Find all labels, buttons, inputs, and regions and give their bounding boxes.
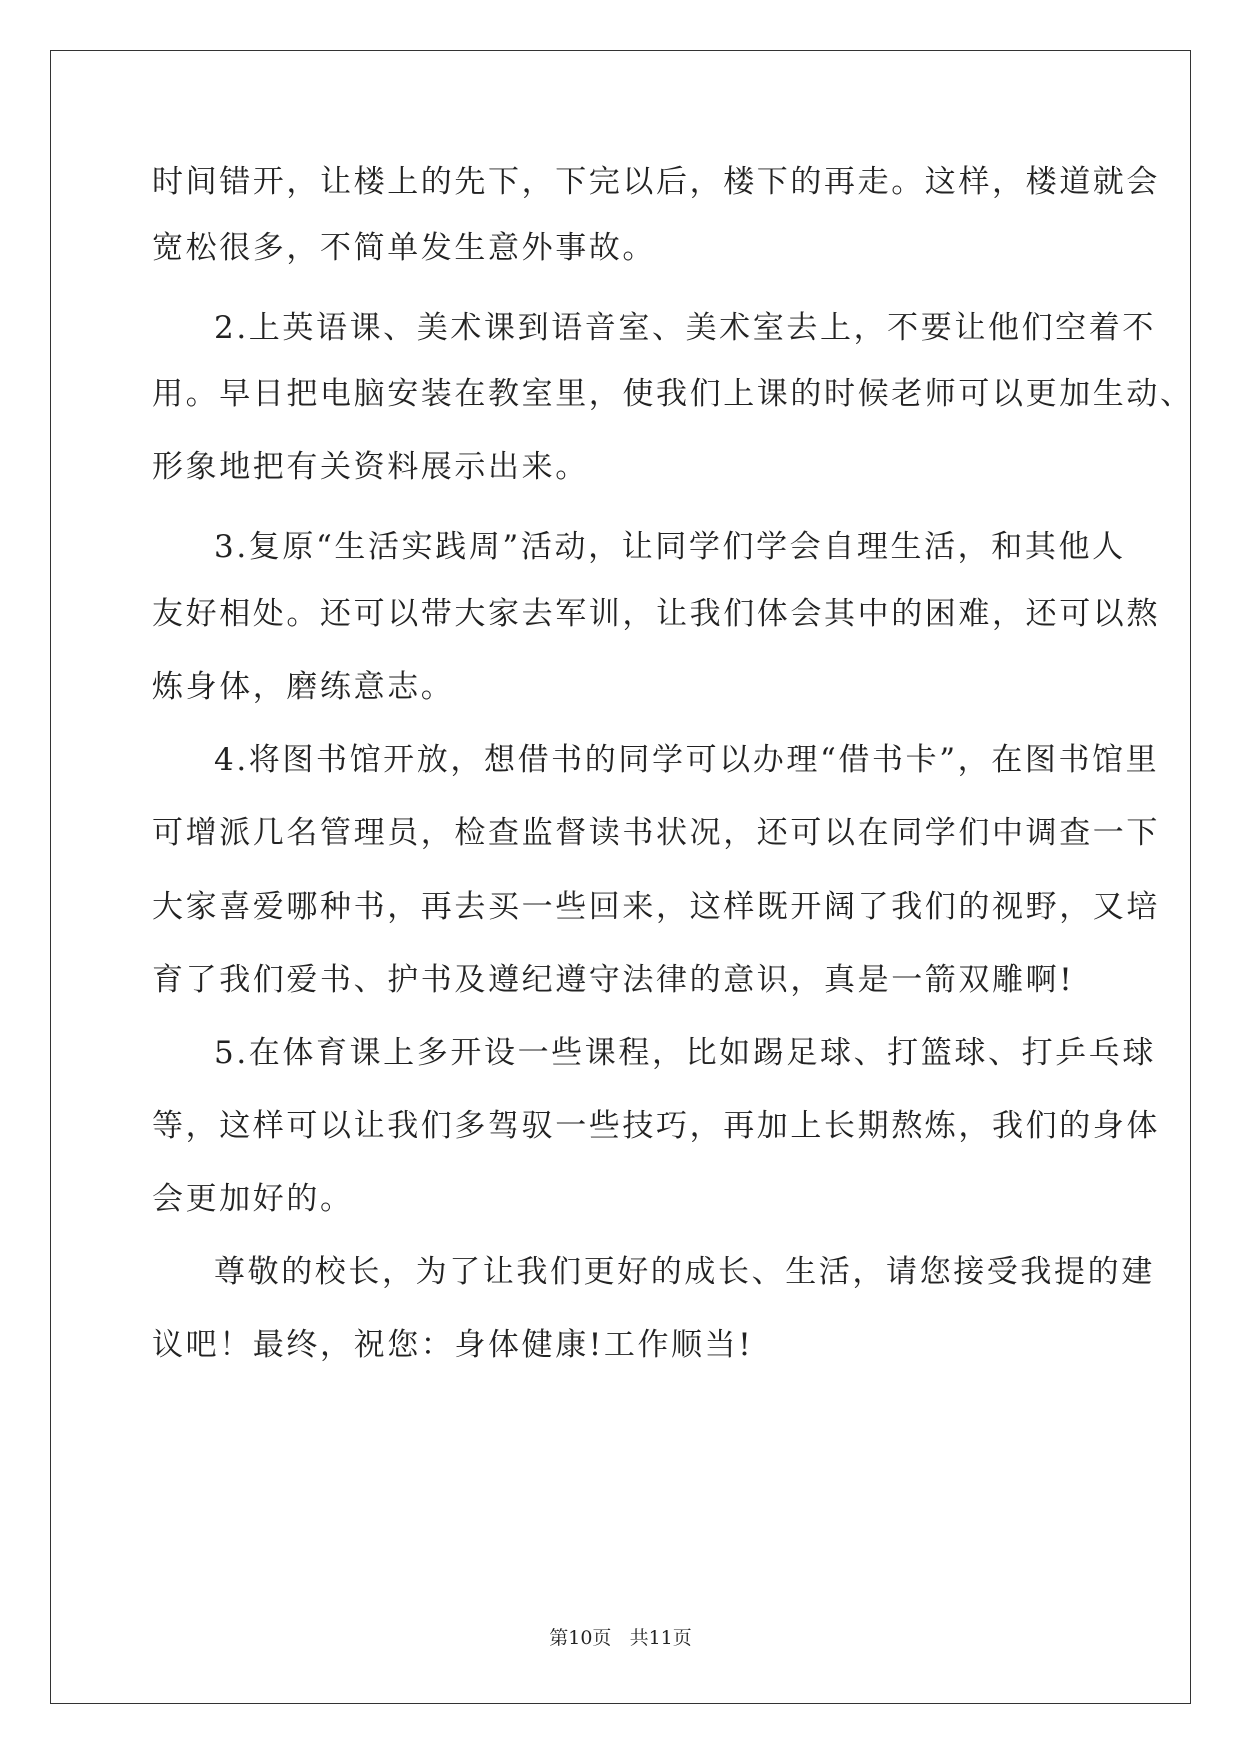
text-line: 会更加好的。 bbox=[152, 1181, 354, 1217]
text-line: 炼身体，磨练意志。 bbox=[152, 669, 455, 705]
page-total: 共11页 bbox=[629, 1627, 692, 1649]
text-line: 时间错开，让楼上的先下，下完以后，楼下的再走。这样，楼道就会 bbox=[152, 164, 1160, 200]
text-line: 用。早日把电脑安装在教室里，使我们上课的时候老师可以更加生动、 bbox=[152, 376, 1194, 412]
text-line: 2.上英语课、美术课到语音室、美术室去上，不要让他们空着不 bbox=[214, 310, 1156, 346]
page-border bbox=[50, 50, 1191, 1704]
text-line: 可增派几名管理员，检查监督读书状况，还可以在同学们中调查一下 bbox=[152, 815, 1160, 851]
page-footer bbox=[0, 1626, 1241, 1650]
text-line: 形象地把有关资料展示出来。 bbox=[152, 449, 589, 485]
page-number: 第10页 bbox=[549, 1627, 612, 1649]
text-line: 4.将图书馆开放，想借书的同学可以办理“借书卡”，在图书馆里 bbox=[214, 742, 1160, 778]
footer-gap bbox=[611, 1627, 629, 1649]
text-line: 大家喜爱哪种书，再去买一些回来，这样既开阔了我们的视野，又培 bbox=[152, 889, 1160, 925]
text-line: 友好相处。还可以带大家去军训，让我们体会其中的困难，还可以熬 bbox=[152, 596, 1160, 632]
text-line: 议吧！最终，祝您：身体健康!工作顺当! bbox=[152, 1327, 754, 1363]
text-line: 5.在体育课上多开设一些课程，比如踢足球、打篮球、打乒乓球 bbox=[214, 1035, 1156, 1071]
text-line: 育了我们爱书、护书及遵纪遵守法律的意识，真是一箭双雕啊! bbox=[152, 962, 1075, 998]
text-line: 宽松很多，不简单发生意外事故。 bbox=[152, 230, 656, 266]
text-line: 等，这样可以让我们多驾驭一些技巧，再加上长期熬炼，我们的身体 bbox=[152, 1108, 1160, 1144]
text-line: 3.复原“生活实践周”活动，让同学们学会自理生活，和其他人 bbox=[214, 529, 1126, 565]
text-line: 尊敬的校长，为了让我们更好的成长、生活，请您接受我提的建 bbox=[214, 1254, 1155, 1290]
